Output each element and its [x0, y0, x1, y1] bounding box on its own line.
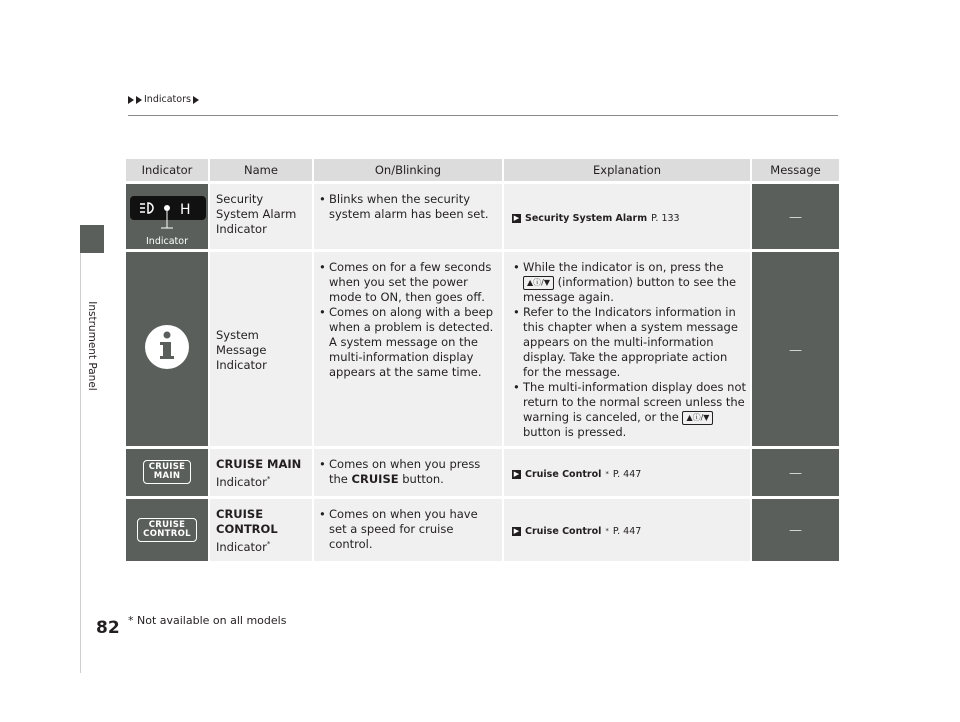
explanation-text: (information) button to see the message again.: [523, 275, 737, 304]
message-cell: —: [752, 449, 839, 496]
reference-title: Security System Alarm: [525, 213, 648, 224]
on-blinking-item: • Comes on when you have set a speed for cruise control.: [318, 507, 498, 552]
reference-page: P. 447: [612, 468, 642, 480]
table-row: [126, 252, 839, 446]
breadcrumb-arrow-icon: [193, 96, 199, 104]
side-divider: [80, 253, 81, 673]
footnote-marker: *: [266, 539, 271, 548]
on-blinking-cell: [314, 252, 504, 446]
table-row: [126, 449, 839, 496]
header-rule: [128, 115, 838, 116]
on-blinking-cell: [314, 184, 504, 249]
info-circle-icon: [137, 317, 197, 377]
indicator-name: System Message Indicator: [210, 252, 314, 446]
explanation-cell: [504, 252, 752, 446]
indicator-cell: [126, 252, 210, 446]
message-cell: —: [752, 252, 839, 446]
breadcrumb-arrow-icon: [128, 96, 134, 104]
table-header-row: [126, 159, 839, 181]
indicator-cell: [126, 499, 210, 561]
footnote-marker: *: [266, 475, 271, 483]
indicator-cell: [126, 184, 210, 249]
breadcrumb: [128, 94, 199, 105]
indicator-name-bold: CRUISE MAIN: [216, 457, 302, 471]
explanation-item: • Refer to the Indicators information in this chapter when a system message appears on the multi-information display. Take the appropriate action for the message.: [512, 305, 746, 380]
section-tab: [80, 225, 104, 253]
column-header: Explanation: [504, 159, 752, 181]
breadcrumb-label[interactable]: Indicators: [144, 94, 191, 105]
footnote-marker: *: [605, 527, 609, 536]
cruise-control-icon: [137, 518, 197, 542]
info-button-icon: ▲ⓘ/▼: [523, 276, 554, 290]
on-blinking-item: • Blinks when the security system alarm has been set.: [318, 192, 498, 222]
cross-reference-link[interactable]: [512, 211, 680, 226]
reference-arrow-icon: ▶: [513, 469, 520, 478]
cross-reference-link[interactable]: [512, 467, 641, 482]
column-header: Name: [210, 159, 314, 181]
section-label: Instrument Panel: [86, 301, 98, 391]
reference-title: Cruise Control: [525, 468, 602, 480]
explanation-text: button is pressed.: [523, 425, 627, 439]
on-blinking-text: button.: [402, 472, 444, 486]
footnote: * Not available on all models: [128, 614, 287, 627]
info-button-icon: ▲ⓘ/▼: [682, 411, 713, 425]
reference-page: P. 447: [612, 526, 642, 538]
on-blinking-cell: [314, 449, 504, 496]
indicator-caption: Indicator: [146, 236, 188, 247]
reference-arrow-icon: ▶: [513, 527, 520, 536]
badge-line: CRUISE: [148, 462, 186, 473]
reference-title: Cruise Control: [525, 526, 602, 538]
explanation-item: [512, 260, 746, 305]
indicator-name: [210, 499, 314, 561]
on-blinking-item: • Comes on along with a beep when a problem is detected. A system message on the multi-information display appears at the same time.: [318, 305, 498, 380]
breadcrumb-arrow-icon: [136, 96, 142, 104]
indicators-table: [126, 156, 839, 564]
on-blinking-item: • Comes on for a few seconds when you set the power mode to ON, then goes off.: [318, 260, 498, 305]
indicator-cell: [126, 449, 210, 496]
reference-page: P. 133: [651, 213, 680, 224]
table-row: [126, 499, 839, 561]
badge-line: MAIN: [153, 471, 181, 482]
badge-line: CONTROL: [143, 528, 191, 539]
explanation-cell: [504, 184, 752, 249]
cruise-main-icon: [143, 460, 192, 484]
cross-reference-link[interactable]: [512, 524, 641, 539]
on-blinking-cell: [314, 499, 504, 561]
reference-arrow-icon: ▶: [513, 214, 520, 222]
message-cell: —: [752, 499, 839, 561]
indicator-name-bold: CRUISE CONTROL: [216, 506, 278, 536]
footnote-marker: *: [605, 469, 609, 478]
explanation-item: [512, 380, 746, 440]
explanation-cell: [504, 449, 752, 496]
on-blinking-bold: CRUISE: [351, 472, 399, 486]
svg-text:H: H: [180, 202, 191, 218]
badge-line: CRUISE: [148, 519, 186, 530]
column-header: On/Blinking: [314, 159, 504, 181]
indicator-name: [210, 449, 314, 496]
on-blinking-text: Comes on when you press the: [329, 457, 481, 486]
explanation-cell: [504, 499, 752, 561]
indicator-name: Security System Alarm Indicator: [210, 184, 314, 249]
on-blinking-item: [318, 457, 498, 487]
indicator-name-suffix: Indicator: [216, 539, 267, 554]
column-header: Indicator: [126, 159, 210, 181]
page-number: 82: [96, 618, 120, 638]
column-header: Message: [752, 159, 839, 181]
message-cell: —: [752, 184, 839, 249]
explanation-text: While the indicator is on, press the: [523, 260, 724, 274]
indicator-name-suffix: Indicator: [216, 474, 267, 489]
table-row: [126, 184, 839, 249]
explanation-text: The multi-information display does not return to the normal screen unless the warning is canceled, or the: [523, 380, 746, 424]
